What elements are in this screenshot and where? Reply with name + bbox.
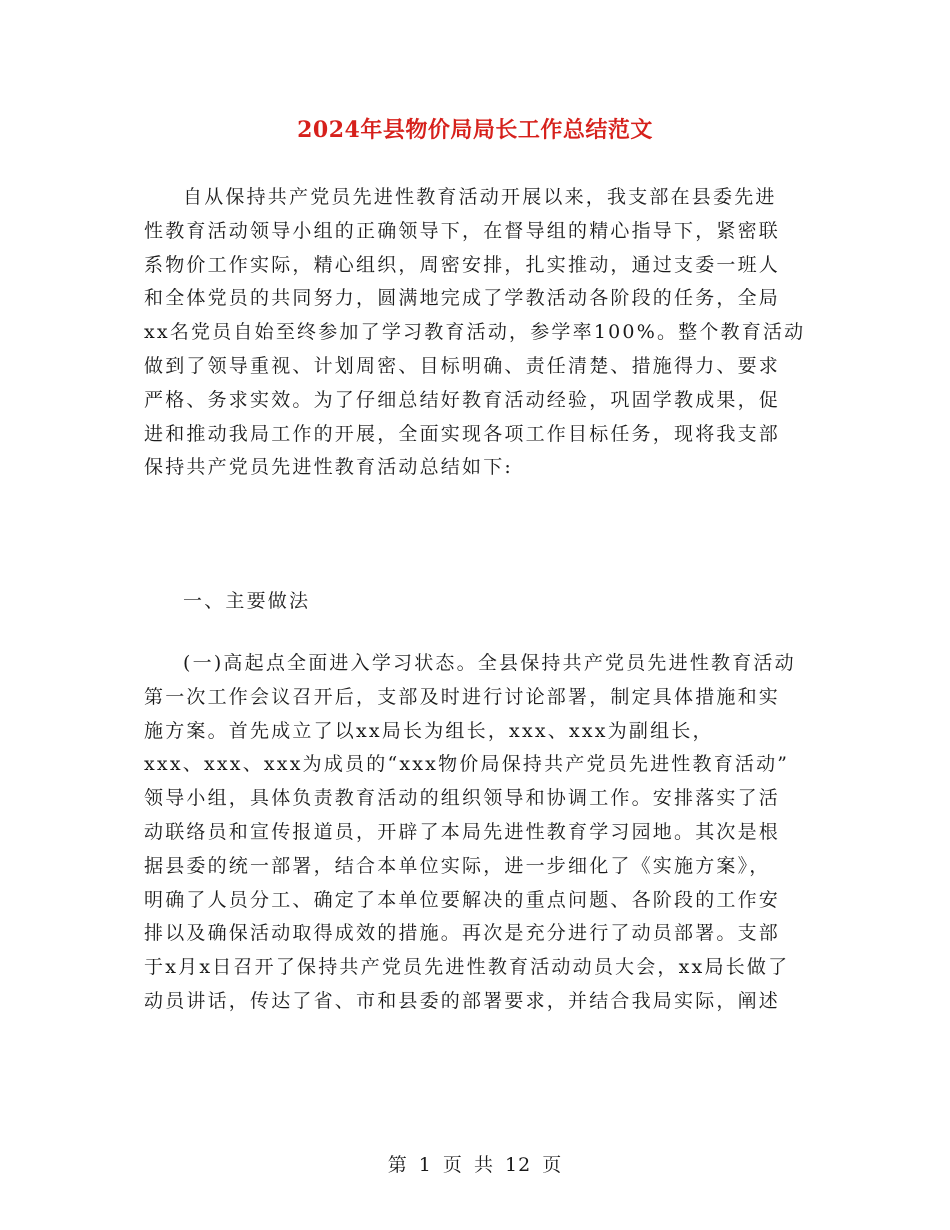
paragraph-line: 系物价工作实际，精心组织，周密安排，扎实推动，通过支委一班人 (144, 253, 781, 276)
paragraph-line: 于x月x日召开了保持共产党员先进性教育活动动员大会，xx局长做了 (144, 956, 790, 979)
footer-total-suffix: 页 (542, 1154, 563, 1176)
document-title: 2024年县物价局局长工作总结范文 (297, 117, 653, 143)
paragraph-line: 排以及确保活动取得成效的措施。再次是充分进行了动员部署。支部 (144, 922, 781, 945)
page-number-footer (0, 1150, 950, 1177)
paragraph-line: 进和推动我局工作的开展，全面实现各项工作目标任务，现将我支部 (144, 422, 781, 445)
section-heading: 一、主要做法 (183, 590, 311, 612)
paragraph-line: 自从保持共产党员先进性教育活动开展以来，我支部在县委先进 (183, 186, 777, 208)
footer-page-word: 页 (442, 1154, 463, 1176)
paragraph-line: 施方案。首先成立了以xx局长为组长，xxx、xxx为副组长， (144, 719, 714, 742)
paragraph-line: 做到了领导重视、计划周密、目标明确、责任清楚、措施得力、要求 (144, 354, 781, 377)
paragraph-line: 和全体党员的共同努力，圆满地完成了学教活动各阶段的任务，全局 (144, 287, 781, 310)
paragraph-line: (一)高起点全面进入学习状态。全县保持共产党员先进性教育活动 (183, 652, 796, 674)
paragraph-line: 动联络员和宣传报道员，开辟了本局先进性教育学习园地。其次是根 (144, 820, 781, 843)
total-pages-number: 12 (505, 1154, 532, 1176)
paragraph-line: 严格、务求实效。为了仔细总结好教育活动经验，巩固学教成果，促 (144, 388, 781, 411)
intro-paragraph (144, 181, 806, 485)
paragraph-line: 保持共产党员先进性教育活动总结如下: (144, 456, 514, 479)
paragraph-line: xxx、xxx、xxx为成员的“xxx物价局保持共产党员先进性教育活动” (144, 753, 790, 776)
paragraph-line: xx名党员自始至终参加了学习教育活动，参学率100%。整个教育活动 (144, 321, 806, 344)
current-page-number: 1 (418, 1154, 432, 1176)
paragraph-line: 据县委的统一部署，结合本单位实际，进一步细化了《实施方案》， (144, 854, 771, 877)
footer-prefix: 第 (387, 1154, 408, 1176)
paragraph-line: 第一次工作会议召开后，支部及时进行讨论部署，制定具体措施和实 (144, 685, 781, 708)
paragraph-line: 性教育活动领导小组的正确领导下，在督导组的精心指导下，紧密联 (144, 219, 781, 242)
footer-total-prefix: 共 (473, 1154, 494, 1176)
paragraph-line: 动员讲话，传达了省、市和县委的部署要求，并结合我局实际，阐述 (144, 989, 781, 1012)
paragraph-line: 领导小组，具体负责教育活动的组织领导和协调工作。安排落实了活 (144, 787, 781, 810)
paragraph-line: 明确了人员分工、确定了本单位要解决的重点问题、各阶段的工作安 (144, 888, 781, 911)
section-paragraph (144, 647, 806, 1019)
